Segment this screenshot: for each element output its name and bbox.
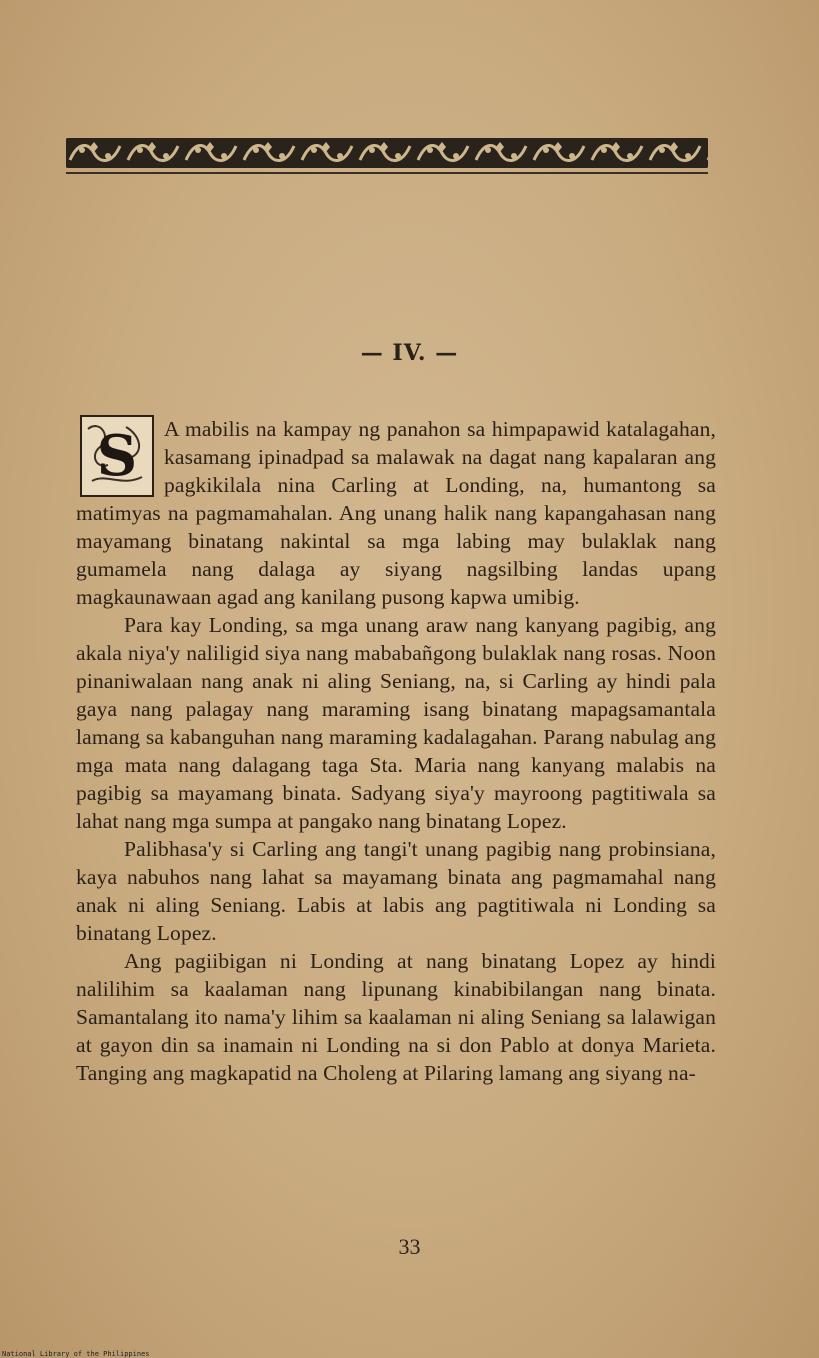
chapter-title: — IV. — [360,340,459,366]
header-rule [66,172,708,174]
footer-credit: National Library of the Philippines [2,1350,150,1358]
paragraph-3: Palibhasa'y si Carling ang tangi't unang pagibig nang probinsiana, kaya nabuhos nang lahat sa mayamang binata ang pagmamahal nang anak ni aling Seniang. Labis at labis ang pagtitiwala ni Londing sa binatang Lopez. [76,837,716,945]
paragraph-1-text: A mabilis na kampay ng panahon sa himpapawid katalagahan, kasamang ipinadpad sa malawak na dagat nang kapalaran ang pagkikilala nina Carling at Londing, na, humantong sa matimyas na pagmamahalan. Ang unang halik nang kapangahasan nang mayamang binatang nakintal sa mga labing may bulaklak nang gumamela nang dalaga ay siyang nagsilbing landas upang magkaunawaan agad ang kanilang pusong kapwa umibig. [76,417,716,609]
page-number: 33 [398,1234,421,1259]
decorative-header-border [66,138,708,168]
body-text [76,415,716,1087]
paragraph-4: Ang pagiibigan ni Londing at nang binatang Lopez ay hindi nalilihim sa kaalaman nang lipunang kinabibilangan nang binata. Samantalang ito nama'y lihim sa kaalaman ni aling Seniang sa lalawigan at gayon din sa inamain ni Londing na si don Pablo at donya Marieta. Tanging ang magkapatid na Choleng at Pilaring lamang ang siyang na- [76,949,716,1085]
drop-cap-letter: S [96,423,138,489]
paragraph-1 [76,415,716,611]
paragraph-2: Para kay Londing, sa mga unang araw nang kanyang pagibig, ang akala niya'y naliligid siya nang mababañgong bulaklak nang rosas. Noon pinaniwalaan nang anak ni aling Seniang, na, si Carling ay hindi pala gaya nang palagay nang maraming isang binatang mapagsamantala lamang sa kabanguhan nang maraming kadalagahan. Parang nabulag ang mga mata nang dalagang taga Sta. Maria nang kanyang malabis na pagibig sa mayamang binata. Sadyang siya'y mayroong pagtitiwala sa lahat nang mga sumpa at pangako nang binatang Lopez. [76,613,716,833]
drop-cap-ornament [80,415,154,497]
